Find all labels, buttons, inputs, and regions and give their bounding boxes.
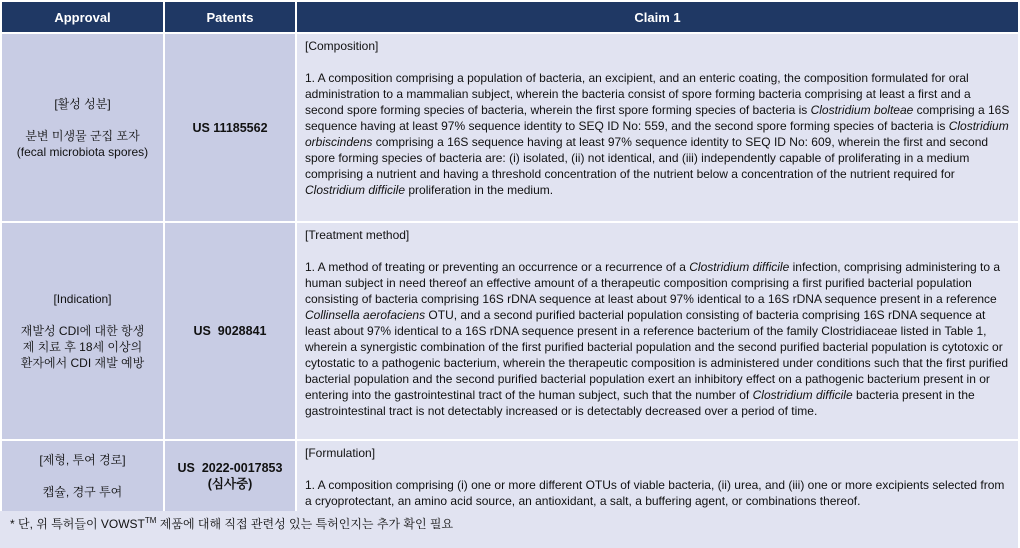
claim-title: [Formulation] <box>305 446 376 460</box>
claim-title: [Treatment method] <box>305 228 410 242</box>
claim-text: 1. A composition comprising (i) one or more different OTUs of viable bacteria, (ii) urea, and (iii) one or more excipients selected from a cryoprotectant, an amino acid source, an antioxidant, a salt, a buffering agent, or combinations thereof. <box>305 478 1005 508</box>
claim-text-part: proliferation in the medium. <box>405 183 554 197</box>
approval-line: 캡슐, 경구 투여 <box>42 485 123 499</box>
claim-text-part: OTU, and a second purified bacterial population consisting of bacteria comprising 16S rDNA sequence at least about 97% identical to a 16S rDNA sequence present in a reference bacterium of the family Clostridiaceae listed in Table 1, wherein a synergistic combination of the first purified bacterial population and the second purified bacterial population is cytotoxic or cytostatic to a pathogenic bacterium, wherein the therapeutic composition is administered under conditions such that the first purified bacterial population and the second purified bacterial population exert an inhibitory effect on a pathogenic bacterium present in or entering into the gastrointestinal tract of the human subject, such that the number of <box>305 308 1009 402</box>
table-row <box>1 33 1019 222</box>
claim-title: [Composition] <box>305 39 379 53</box>
species-name: Clostridium bolteae <box>810 103 914 117</box>
species-name: Clostridium difficile <box>305 183 406 197</box>
approval-line: 환자에서 CDI 재발 예방 <box>20 356 145 370</box>
claim-text-part: 1. A composition comprising a population of bacteria, an excipient, and an enteric coating, the composition formulated for oral administration to a mammalian subject, wherein the bacteria consist of spore forming bacteria comprising at least a first and a second spore forming species of bacteria, wherein the first spore forming species of bacteria is <box>305 71 971 117</box>
patent-number: US 9028841 <box>193 324 267 338</box>
header-approval: Approval <box>1 1 164 33</box>
header-row <box>1 1 1019 33</box>
approval-cell <box>1 440 164 512</box>
approval-title: [Indication] <box>53 292 112 306</box>
patent-cell <box>164 33 296 222</box>
approval-line: 재발성 CDI에 대한 항생 <box>20 324 145 338</box>
table-row <box>1 440 1019 512</box>
table-row <box>1 222 1019 440</box>
claim-text-part: bacteria present in the gastrointestinal tract is not detectably increased or is detectably decreased over a period of time. <box>305 388 975 418</box>
claim-text-part: 1. A method of treating or preventing an occurrence or a recurrence of a <box>305 260 690 274</box>
claim-text-part: comprising a 16S sequence having at least 97% sequence identity to SEQ ID No: 609, wherein the first and second spore forming species of bacteria are: (i) isolated, (ii) not identical, and (iii) independently capable of proliferating in a medium comprising a nutrient and having a threshold concentration of the nutrient below a concentration of the nutrient required for <box>305 135 989 181</box>
patent-cell <box>164 440 296 512</box>
species-name: Collinsella aerofaciens <box>305 308 426 322</box>
trademark-mark: TM <box>144 516 157 525</box>
claim-cell <box>296 33 1019 222</box>
claim-text <box>305 70 1010 198</box>
header-patents: Patents <box>164 1 296 33</box>
header-claim: Claim 1 <box>296 1 1019 33</box>
approval-title: [제형, 투여 경로] <box>39 453 126 467</box>
patent-number: US 11185562 <box>192 120 268 135</box>
approval-title: [활성 성분] <box>54 96 111 111</box>
species-name: Clostridium difficile <box>752 388 853 402</box>
claim-text-part: comprising a 16S sequence having at least 97% sequence identity to SEQ ID No: 559, and the second spore forming species of bacteria is <box>305 103 1010 133</box>
patent-cell <box>164 222 296 440</box>
approval-line: 제 치료 후 18세 이상의 <box>22 340 143 354</box>
approval-cell <box>1 222 164 440</box>
species-name: Clostridium orbiscindens <box>305 119 1009 149</box>
claim-cell <box>296 222 1019 440</box>
footnote-text: * 단, 위 특허들이 VOWST <box>10 517 145 531</box>
approval-cell <box>1 33 164 222</box>
claim-text-part: infection, comprising administering to a human subject in need thereof an effective amount of a therapeutic composition comprising a first purified bacterial population consisting of bacteria comprising 16S rDNA sequence at least about 97% identical to a 16S rDNA sequence present in a reference <box>305 260 1001 306</box>
approval-line: (fecal microbiota spores) <box>16 144 149 159</box>
footnote-text: 제품에 대해 직접 관련성 있는 특허인지는 추가 확인 필요 <box>156 517 454 531</box>
species-name: Clostridium difficile <box>689 260 790 274</box>
patent-number: US 2022-0017853 <box>177 461 283 475</box>
claim-text <box>305 259 1010 419</box>
approval-line: 분변 미생물 군집 포자 <box>25 128 140 143</box>
patent-status: (심사중) <box>207 477 253 491</box>
claim-cell <box>296 440 1019 512</box>
footnote <box>0 511 1018 548</box>
